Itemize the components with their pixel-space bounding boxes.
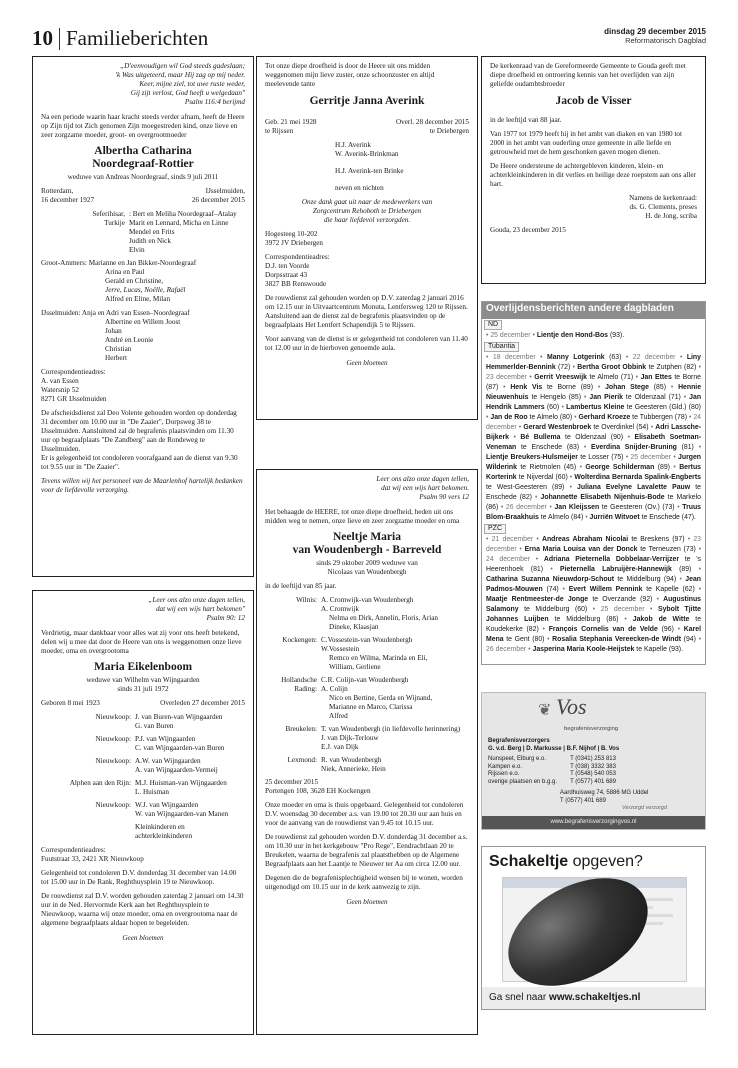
other-newspapers-deaths bbox=[481, 301, 706, 665]
death-entry: • Jan de Roo te Almelo (80) bbox=[486, 414, 573, 421]
death-entry: • Jan Hendrik Lammers (60) bbox=[486, 394, 702, 411]
no-flowers-note: Geen bloemen bbox=[346, 898, 388, 906]
page-number: 10 bbox=[32, 26, 53, 50]
family-group-head: Groot-Ammers: Marianne en Jan Bikker-Noordegraaf bbox=[41, 259, 197, 267]
notice-verse: „Leer ons alzo onze dagen tellen, dat wij een wijs hart bekomen" Psalm 90: 12 bbox=[148, 596, 245, 622]
family-list: H.J. Averink W. Averink-Brinkman H.J. Averink-ten Brinke neven en nichten bbox=[335, 141, 404, 192]
newspaper-name: Reformatorisch Dagblad bbox=[625, 36, 706, 45]
schakeltje-link[interactable]: Ga snel naar www.schakeltjes.nl bbox=[482, 987, 705, 1009]
service-info: De rouwdienst zal gehouden worden op D.V. zaterdag 2 januari 2016 om 12.15 uur in Uitvaartcentrum Monuta, Lentfersweg 120 te Rijssen. Aansluitend aan de dienst zal de begrafenis plaatsvinden op de begraafplaats Het Lentfert Schapendijk 5 te Rijssen. bbox=[265, 294, 468, 329]
family-group: Arina en Paul Gerald en Christine, Jerre, Lucas, Noëlle, Rafaël Alfred en Eline, Milan bbox=[105, 268, 186, 303]
death-entry: • 23 december • Erna Maria Louisa van der Donck te Terneuzen (73) bbox=[486, 536, 701, 553]
death-entry: • Bé Bullema te Oldenzaal (90) bbox=[513, 434, 624, 441]
notice-devisser: De kerkenraad van de Gereformeerde Gemeente te Gouda geeft met diepe droefheid en ontroering kennis van het overlijden van zijn geliefde oudambtsbroeder Jacob de Visser in de leeftijd van 88 jaar. Van 1977 tot 1979 heeft hij in het ambt van diaken en van 1980 tot 2000 in het ambt van ouderling onze gemeente in alle liefde en getrouwheid met de hem geschonken gaven mogen dienen. De Heere ondersteune de achtergebleven kinderen, klein- en achterkleinkinderen in dit verlies en heilige deze roepstem aan ons aller hart. Namens de kerkenraad: ds. G. Clements, preses H. de Jong, scriba Gouda, 23 december 2015 bbox=[481, 56, 706, 284]
notice-verse: „D'eenvoudigen wil God steeds gadeslaan; 'k Was uitgeteerd, maar Hij zag op mij neder. Keer, mijne ziel, tot uwe ruste weder, Gij zijt verlost, God heeft u welgedaan" Psalm 116:4 berijmd bbox=[115, 62, 245, 106]
notice-intro: Het behaagde de HEERE, tot onze diepe droefheid, heden uit ons midden weg te nemen, onze lieve en zeer zorgzame moeder en oma bbox=[265, 508, 460, 525]
correspondence-address: Correspondentieadres: D.J. ten Voorde Dorpsstraat 43 3827 BB Renswoude bbox=[265, 253, 330, 288]
death-entry: • Karel Mena te Gent (80) bbox=[486, 626, 702, 643]
condolence-info: Voor aanvang van de dienst is er gelegenheid tot condoleren van 11.40 tot 12.00 uur in de hierboven genoemde aula. bbox=[265, 335, 468, 352]
death-entry: • 23 december • Gerrit Vreeswijk te Almelo (71) bbox=[486, 364, 702, 381]
family-list: Nieuwkoop: J. van Buren-van Wijngaarden G. van Buren bbox=[95, 713, 223, 730]
death-entry: • Jean Padmos-Mouwen (74) bbox=[486, 576, 701, 593]
death-entry: • Bertus Korterink te Nijverdal (60) bbox=[486, 464, 702, 481]
family-list: Alphen aan den Rijn: M.J. Huisman-van Wijngaarden L. Huisman bbox=[69, 779, 227, 796]
deceased-name: Albertha Catharina Noordegraaf-Rottier bbox=[92, 145, 194, 170]
death-entry: • Juliana Evelyne Lavalette Pauw te Enschede (82) bbox=[486, 484, 701, 501]
source-tag: ND bbox=[484, 320, 502, 330]
notice-barreveld: Leer ons alzo onze dagen tellen, dat wij een wijs hart bekomen. Psalm 90 vers 12 Het behaagde de HEERE, tot onze diepe droefheid, heden uit ons midden weg te nemen, onze lieve en zeer zorgzame moeder en oma Neeltje Maria van Woudenbergh - Barreveld sinds 29 oktober 2009 weduwe van Nicolaas van Woudenbergh in de leeftijd van 85 jaar. Wilnis: A. Cromwijk-van Woudenbergh A. Cromwijk Nelma en Dirk, Annelin, Floris, Arian Dineke, Klaasjan Kockengen: C.Vossestein-van Woudenbergh W.Vossestein Remco en Wilma, Marinda en Eli, William, Gerliene Hollandsche Rading: C.R. Colijn-van Woudenbergh A. Colijn Nico en Bertine, Gerda en Wijnand, Marianne en Marco, Clarissa Alfred Breukelen: T. van Woudenbergh (in liefdevolle herinnering) J. van Dijk-Terlouw E.J. van Dijk Lexmond: R. van Woudenbergh Niek, Annerieke, Hein 25 december 2015 Portengen 108, 3628 EH Kockengen Onze moeder en oma is thuis opgebaard. Gelegenheid tot condoleren D.V. woensdag 30 december a.s. van 19.00 tot 20.30 uur aan huis en voor de aanvang van de rouwdienst van 9.45 tot 10.15 uur. De rouwdienst zal gehouden worden D.V. donderdag 31 december a.s. om 10.30 uur in het kerkgebouw "Pro Rege", Eendrachtlaan 20 te Breukelen, waarna de begrafenis zal plaatsthebben op de Algemene Begraafplaats aan het Laantje te Nieuwer ter Aa om circa 12.00 uur. Degenen die de begrafenisplechtigheid wensen bij te wonen, worden uitgenodigd om 10.15 uur in de kerk aanwezig te zijn. Geen bloemen bbox=[256, 469, 478, 1035]
death-entry: • Elisabeth Soetman-Veneman te Enschede (83) bbox=[486, 434, 702, 451]
death-entry: • Johannette Elisabeth Nijenhuis-Bode te Markelo (86) bbox=[486, 494, 701, 511]
death-entry: • 25 december • Lientje den Hond-Bos (93). bbox=[486, 332, 625, 339]
death-entry: • Evert Willem Pennink te Kapelle (62) bbox=[562, 586, 695, 593]
issue-date: dinsdag 29 december 2015 bbox=[604, 27, 706, 36]
death-list bbox=[482, 535, 705, 655]
death-entry: • Jan Pierik te Oldenzaal (71) bbox=[583, 394, 681, 401]
correspondence-address: Correspondentieadres: A. van Essen Watersnip 52 8271 GR IJsselmuiden bbox=[41, 368, 107, 403]
leaf-icon: ❦ bbox=[538, 702, 552, 719]
birth-death-places: te Rijssen te Driebergen bbox=[265, 127, 469, 135]
birth-death-places: Rotterdam, IJsselmuiden, bbox=[41, 187, 245, 195]
family-list: Nieuwkoop: P.J. van Wijngaarden C. van Wijngaarden-van Buren bbox=[95, 735, 225, 752]
death-entry: • Hennie Nieuwenhuis te Hengelo (85) bbox=[486, 384, 702, 401]
source-tag: Tubantia bbox=[484, 342, 519, 352]
birth-death-dates: Geboren 8 mei 1923 Overleden 27 december 2015 bbox=[41, 699, 245, 707]
death-entry: • Adri Lassche-Bijkerk bbox=[486, 424, 702, 441]
death-entry: • 25 december • Sybolt Tjitte Johannes Luijben te Middelburg (86) bbox=[486, 606, 702, 623]
notice-rottier bbox=[32, 56, 254, 577]
notice-intro: Verdrietig, maar dankbaar voor alles wat zij voor ons heeft betekend, delen wij u mee dat door de Heere van ons is weggenomen onze lieve moeder, oma en overgrootoma bbox=[41, 629, 242, 655]
service-info: De rouwdienst zal gehouden worden D.V. donderdag 31 december a.s. om 10.30 uur in het kerkgebouw "Pro Rege", Eendrachtlaan 20 te Breukelen, waarna de begrafenis zal plaatsthebben op de Algemene Begraafplaats aan het Laantje te Nieuwer ter Aa om circa 12.00 uur. bbox=[265, 833, 468, 868]
death-entry: • 26 december • Jasperina Maria Koole-Heijstek te Kapelle (93). bbox=[486, 636, 701, 653]
family-list: Wilnis: A. Cromwijk-van Woudenbergh A. Cromwijk Nelma en Dirk, Annelin, Floris, Arian Dineke, Klaasjan bbox=[296, 596, 438, 631]
death-entry: • Jakob de Witte te Koudekerke (82) bbox=[486, 616, 702, 633]
family-list: Kockengen: C.Vossestein-van Woudenbergh W.Vossestein Remco en Wilma, Marinda en Eli, William, Gerliene bbox=[282, 636, 428, 671]
death-entry: • Gerhard Kroeze te Tubbergen (78) bbox=[574, 414, 688, 421]
death-entry: • 25 december • Jurgen Wilderink te Rietmolen (45) bbox=[486, 454, 702, 471]
page-header bbox=[32, 26, 706, 52]
death-entry: • 24 december • Gerard Westenbroek te Overdinkel (54) bbox=[486, 414, 702, 431]
death-entry: • Catharina Suzanna Nieuwdorp-Schout te Middelburg (94) bbox=[486, 566, 702, 583]
service-info: De rouwdienst zal D.V. worden gehouden zaterdag 2 januari om 14.30 uur in de Ned. Hervormde Kerk aan het Reghthuysplein te Nieuwkoop, waarna wij onze moeder, oma en overgrootoma naar de algemene begraafplaats aldaar hopen te begeleiden. bbox=[41, 892, 244, 927]
service-info: De afscheidsdienst zal Deo Volente gehouden worden op donderdag 31 december om 10.00 uur in "De Zaaier", Dorpsweg 38 te IJsselmuiden. Aansluitend zal de begrafenis plaatsvinden om 11.30 uur op begraafplaats "De Zandberg" aan de Rondeweg te IJsselmuiden. bbox=[41, 409, 237, 453]
signature-block: Namens de kerkenraad: ds. G. Clements, preses H. de Jong, scriba bbox=[629, 194, 697, 220]
family-list: Seferihisar, : Bert en Meliha Noordegraaf–Atalay Turkije Marit en Lennard, Micha en Linne Mendel en Frits Judith en Nick Elvin bbox=[92, 210, 237, 254]
death-entry: • Truus Blom-Braakhuis te Almelo (84) bbox=[486, 504, 702, 521]
notice-verse: Leer ons alzo onze dagen tellen, dat wij een wijs hart bekomen. Psalm 90 vers 12 bbox=[376, 475, 469, 501]
family-list: Breukelen: T. van Woudenbergh (in liefdevolle herinnering) J. van Dijk-Terlouw E.J. van Dijk bbox=[285, 725, 461, 751]
header-divider bbox=[59, 28, 60, 50]
thanks-note: Tevens willen wij het personeel van de Maarlenhof hartelijk bedanken voor de liefdevolle verzorging. bbox=[41, 477, 243, 494]
death-entry: • George Schilderman (89) bbox=[579, 464, 670, 471]
deceased-name: Maria Eikelenboom bbox=[93, 661, 193, 673]
death-entry: • Augustinus Salamony te Middelburg (60) bbox=[486, 596, 701, 613]
death-entry: • Rosalia Stephania Vereecken-de Windt (94) bbox=[547, 636, 696, 643]
correspondence-address: Correspondentieadres: Fuutstraat 33, 2421 XR Nieuwkoop bbox=[41, 846, 144, 863]
section-title: Familieberichten bbox=[66, 26, 209, 50]
thanks-note: Onze dank gaat uit naar de medewerkers van Zorgcentrum Rehoboth te Driebergen die haar liefdevol verzorgden. bbox=[301, 198, 433, 224]
deceased-name: Neeltje Maria van Woudenbergh - Barreveld bbox=[292, 531, 442, 556]
death-entry: • Jan Ettes te Borne (87) bbox=[486, 374, 701, 391]
death-entry: • 26 december • Jan Kleijssen te Geesteren (Ov.) (73) bbox=[500, 504, 675, 511]
home-address: Portengen 108, 3628 EH Kockengen bbox=[265, 787, 371, 795]
home-address: Hogesteeg 10-202 3972 JV Driebergen bbox=[265, 230, 324, 247]
death-entry: • 22 december • Liny Hemmerlder-Bennink (72) bbox=[486, 354, 701, 371]
birth-death-dates: Geb. 21 mei 1928 Overl. 28 december 2015 bbox=[265, 118, 469, 126]
website-screenshot bbox=[502, 877, 687, 982]
death-entry: • Maatje Rentmeester-de Jonge te Overzande (92) bbox=[486, 586, 701, 603]
advert-schakeltje[interactable] bbox=[481, 846, 706, 1010]
death-entry: • 21 december • Andreas Abraham Nicolai te Breskens (97) bbox=[486, 536, 685, 543]
condolence-info: Gelegenheid tot condoleren D.V. donderdag 31 december van 14.00 tot 15.00 uur in De Rank, Reghthuysplein 19 te Nieuwkoop. bbox=[41, 869, 237, 886]
death-list bbox=[482, 331, 705, 341]
death-entry: • 24 december • Adriana Pieternella Dobbelaar-Verrijzer te 's Heerenhoek (81) bbox=[486, 546, 701, 573]
condolence-info: Onze moeder en oma is thuis opgebaard. Gelegenheid tot condoleren D.V. woensdag 30 december a.s. van 19.00 tot 20.30 uur aan huis en voor de aanvang van de rouwdienst van 9.45 tot 10.15 uur. bbox=[265, 801, 464, 827]
source-tag: PZC bbox=[484, 524, 506, 534]
attendance-info: Degenen die de begrafenisplechtigheid wensen bij te wonen, worden uitgenodigd om 10.15 uur in de kerk aanwezig te zijn. bbox=[265, 874, 463, 891]
death-entry: • Lientje Breukers-Hulsmeijer te Losser (75) bbox=[486, 444, 702, 461]
death-entry: • Lambertus Kleine te Geesteren (Gld.) (80) bbox=[561, 404, 701, 411]
death-entry: • Pieternella Labruijère-Hannewijk (89) bbox=[550, 566, 692, 573]
death-entry: • Johan Stege (85) bbox=[597, 384, 667, 391]
grandchildren: Kleinkinderen en achterkleinkinderen bbox=[135, 823, 193, 840]
vos-contact-info: Begrafenisverzorgers G. v.d. Berg | D. Markusse | B.F. Nijhof | B. Vos Nunspeet, Elburg e.o. T (0341) 253 813 Kampen e.o. T (038) 3332 383 Rijssen e.o. T (0548) 540 053 overige plaatsen en b.g.g. T (0577) 401 689 Aardhuisweg 74, 5886 MG Uddel T (0577) 401 689 bbox=[488, 738, 649, 804]
no-flowers-note: Geen bloemen bbox=[122, 934, 164, 942]
family-group: Albertine en Willem Joost Johan André en Leonie Christian Herbert bbox=[105, 318, 181, 362]
death-entry: • Henk Vis te Borne (89) bbox=[503, 384, 594, 391]
box-title: Overlijdensberichten andere dagbladen bbox=[482, 302, 705, 319]
vos-logo: Vos bbox=[556, 694, 587, 719]
birth-death-dates: 16 december 1927 26 december 2015 bbox=[41, 196, 245, 204]
family-list: Nieuwkoop: W.J. van Wijngaarden W. van Wijngaarden-van Manen bbox=[95, 801, 229, 818]
death-entry: • Bertha Groot Obbink te Zutphen (82) bbox=[572, 364, 697, 371]
family-group-head: IJsselmuiden: Anja en Adri van Essen–Noordegraaf bbox=[41, 309, 190, 317]
deceased-age: in de leeftijd van 85 jaar. bbox=[265, 582, 337, 590]
death-entry: • Wolterdina Bernarda Spalink-Engberts te West-Geesteren (89) bbox=[486, 474, 701, 491]
death-entry: • Jurriën Witvoet te Enschede (47). bbox=[585, 514, 696, 521]
deceased-subtitle: weduwe van Andreas Noordegraaf, sinds 9 juli 2011 bbox=[67, 173, 219, 181]
no-flowers-note: Geen bloemen bbox=[346, 359, 388, 367]
family-list: Hollandsche Rading: C.R. Colijn-van Woudenbergh A. Colijn Nico en Bertine, Gerda en Wijnand, Marianne en Marco, Clarissa Alfred bbox=[281, 676, 433, 720]
notice-date: Gouda, 23 december 2015 bbox=[490, 226, 566, 234]
death-list bbox=[482, 353, 705, 523]
vos-website-link[interactable]: www.begrafenisverzorgingvos.nl bbox=[482, 816, 705, 829]
death-entry: • Everdina Snijder-Bruning (81) bbox=[583, 444, 694, 451]
condolence-info: Er is gelegenheid tot condoleren voorafgaand aan de dienst van 9.30 tot 9.55 uur in "De Zaaier". bbox=[41, 454, 238, 471]
family-list: Lexmond: R. van Woudenbergh Niek, Annerieke, Hein bbox=[287, 756, 386, 773]
advert-vos[interactable]: ❦ Vos begrafenisverzorging Begrafenisverzorgers G. v.d. Berg | D. Markusse | B.F. Nijhof | B. Vos Nunspeet, Elburg e.o. T (0341) 253 813 Kampen e.o. T (038) 3332 383 Rijssen e.o. T (0548) 540 053 overige plaatsen en b.g.g. T (0577) 401 689 Aardhuisweg 74, 5886 MG Uddel T (0577) 401 689 Verzorgd verzorgd www.begrafenisverzorgingvos.nl bbox=[481, 692, 706, 830]
notice-intro: Na een periode waarin haar kracht steeds verder afnam, heeft de Heere op Zijn tijd tot Zich genomen Zijn moegestreden kind, onze lieve en zeer zorgzame moeder, groot- en overgrootmoeder bbox=[41, 113, 245, 139]
deceased-name: Gerritje Janna Averink bbox=[309, 95, 425, 107]
notice-intro: De kerkenraad van de Gereformeerde Gemeente te Gouda geeft met diepe droefheid en ontroering kennis van het overlijden van zijn geliefde oudambtsbroeder bbox=[490, 62, 686, 88]
notice-eikelenboom: „Leer ons alzo onze dagen tellen, dat wij een wijs hart bekomen" Psalm 90: 12 Verdrietig, maar dankbaar voor alles wat zij voor ons heeft betekend, delen wij u mee dat door de Heere van ons is weggenomen onze lieve moeder, oma en overgrootoma Maria Eikelenboom weduwe van Wilhelm van Wijngaarden sinds 31 juli 1972 Geboren 8 mei 1923 Overleden 27 december 2015 Nieuwkoop: J. van Buren-van Wijngaarden G. van Buren Nieuwkoop: P.J. van Wijngaarden C. van Wijngaarden-van Buren Nieuwkoop: A.W. van Wijngaarden A. van Wijngaarden-Vermeij Alphen aan den Rijn: M.J. Huisman-van Wijngaarden L. Huisman Nieuwkoop: W.J. van Wijngaarden W. van Wijngaarden-van Manen Kleinkinderen en achterkleinkinderen Correspondentieadres: Fuutstraat 33, 2421 XR Nieuwkoop Gelegenheid tot condoleren D.V. donderdag 31 december van 14.00 tot 15.00 uur in De Rank, Reghthuysplein 19 te Nieuwkoop. De rouwdienst zal D.V. worden gehouden zaterdag 2 januari om 14.30 uur in de Ned. Hervormde Kerk aan het Reghthuysplein te Nieuwkoop, waarna wij onze moeder, oma en overgrootoma naar de algemene begraafplaats aldaar hopen te begeleiden. Geen bloemen bbox=[32, 590, 254, 1035]
deceased-age: in de leeftijd van 88 jaar. bbox=[490, 116, 562, 124]
death-entry: • François Cornelis van de Velde (96) bbox=[542, 626, 674, 633]
notice-intro: Tot onze diepe droefheid is door de Heere uit ons midden weggenomen mijn lieve zuster, onze schoonzuster en altijd meelevende tante bbox=[265, 62, 435, 88]
deceased-name: Jacob de Visser bbox=[555, 95, 632, 107]
death-entry: • 18 december • Manny Lotgerink (63) bbox=[486, 354, 622, 361]
family-list: Nieuwkoop: A.W. van Wijngaarden A. van Wijngaarden-Vermeij bbox=[95, 757, 218, 774]
header-meta bbox=[604, 27, 706, 45]
schakeltje-title: Schakeltje opgeven? bbox=[489, 853, 643, 870]
notice-averink bbox=[256, 56, 478, 420]
